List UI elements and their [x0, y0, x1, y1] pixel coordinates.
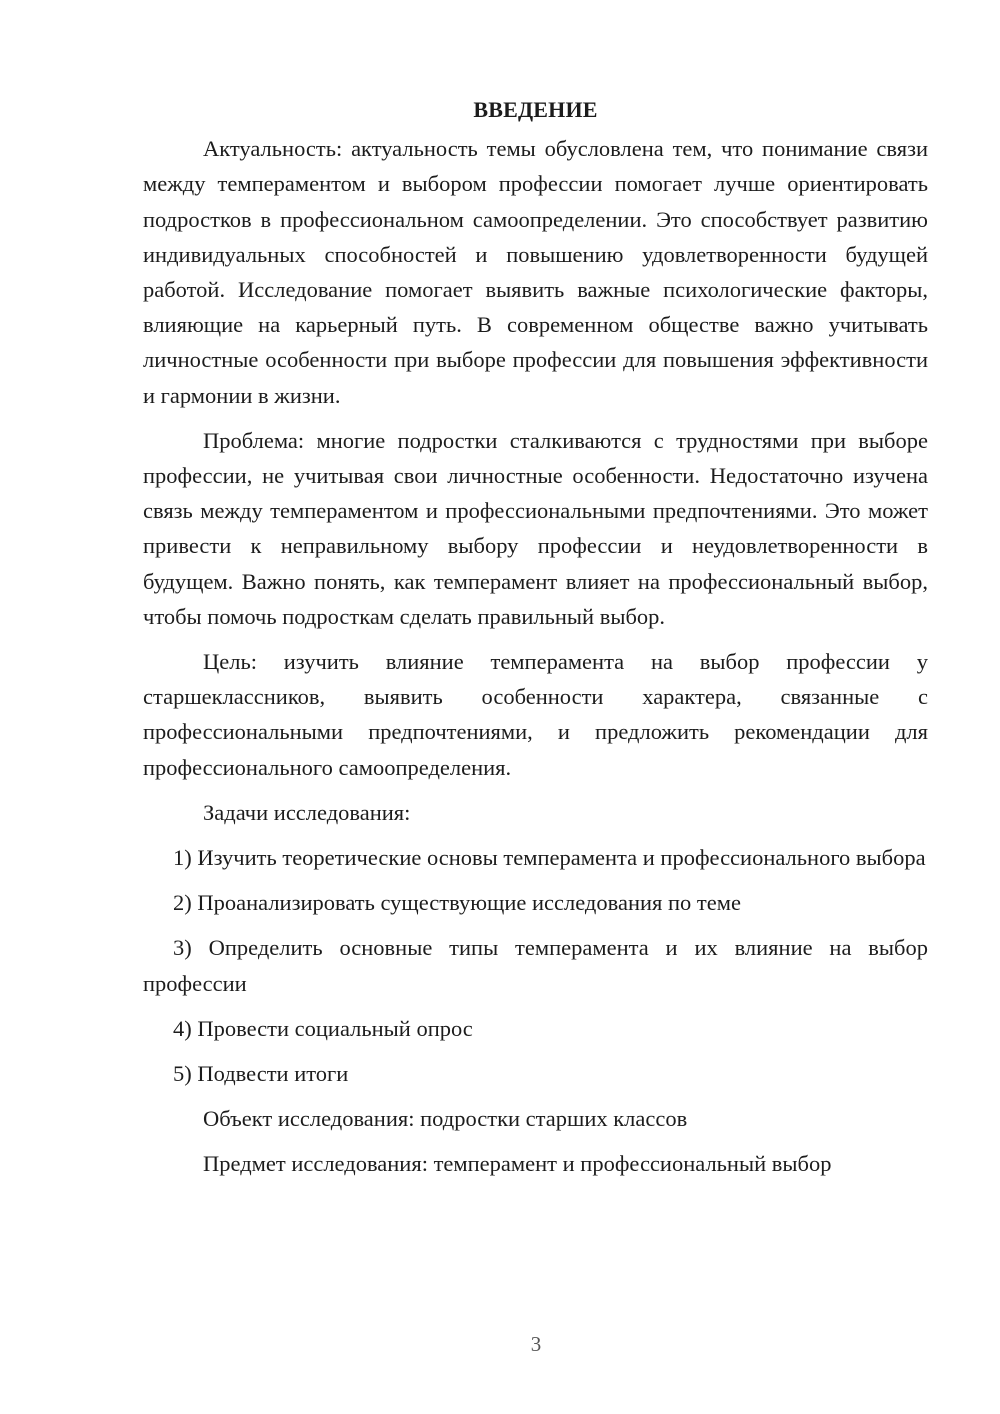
research-object: Объект исследования: подростки старших классов: [203, 1106, 688, 1132]
task-item-2: 2) Проанализировать существующие исследования по теме: [173, 890, 741, 916]
document-page: [143, 92, 928, 1192]
task-item-3: 3) Определить основные типы темперамента и их влияние на выбор профессии: [143, 935, 928, 996]
problem-paragraph: Проблема: многие подростки сталкиваются с трудностями при выборе профессии, не учитывая свои личностные особенности. Недостаточно изучена связь между темпераментом и профессиональными предпочтениями. Это может привести к неправильному выбору профессии и неудовлетворенности в будущем. Важно понять, как темперамент влияет на профессиональный выбор, чтобы помочь подросткам сделать правильный выбор.: [143, 427, 928, 629]
tasks-heading: Задачи исследования:: [203, 799, 411, 825]
task-item-1: 1) Изучить теоретические основы темперамента и профессионального выбора: [173, 845, 926, 871]
page-title: ВВЕДЕНИЕ: [473, 97, 598, 122]
research-subject: Предмет исследования: темперамент и профессиональный выбор: [203, 1151, 832, 1177]
goal-paragraph: Цель: изучить влияние темперамента на выбор профессии у старшеклассников, выявить особенности характера, связанные с профессиональными предпочтениями, и предложить рекомендации для профессионального самоопределения.: [143, 649, 928, 780]
task-item-5: 5) Подвести итоги: [173, 1061, 349, 1087]
page-number: 3: [530, 1332, 542, 1356]
task-item-4: 4) Провести социальный опрос: [173, 1015, 473, 1041]
relevance-paragraph: Актуальность: актуальность темы обусловлена тем, что понимание связи между темпераментом и выбором профессии помогает лучше ориентировать подростков в профессиональном самоопределении. Это способствует развитию индивидуальных способностей и повышению удовлетворенности будущей работой. Исследование помогает выявить важные психологические факторы, влияющие на карьерный путь. В современном обществе важно учитывать личностные особенности при выборе профессии для повышения эффективности и гармонии в жизни.: [143, 136, 928, 408]
